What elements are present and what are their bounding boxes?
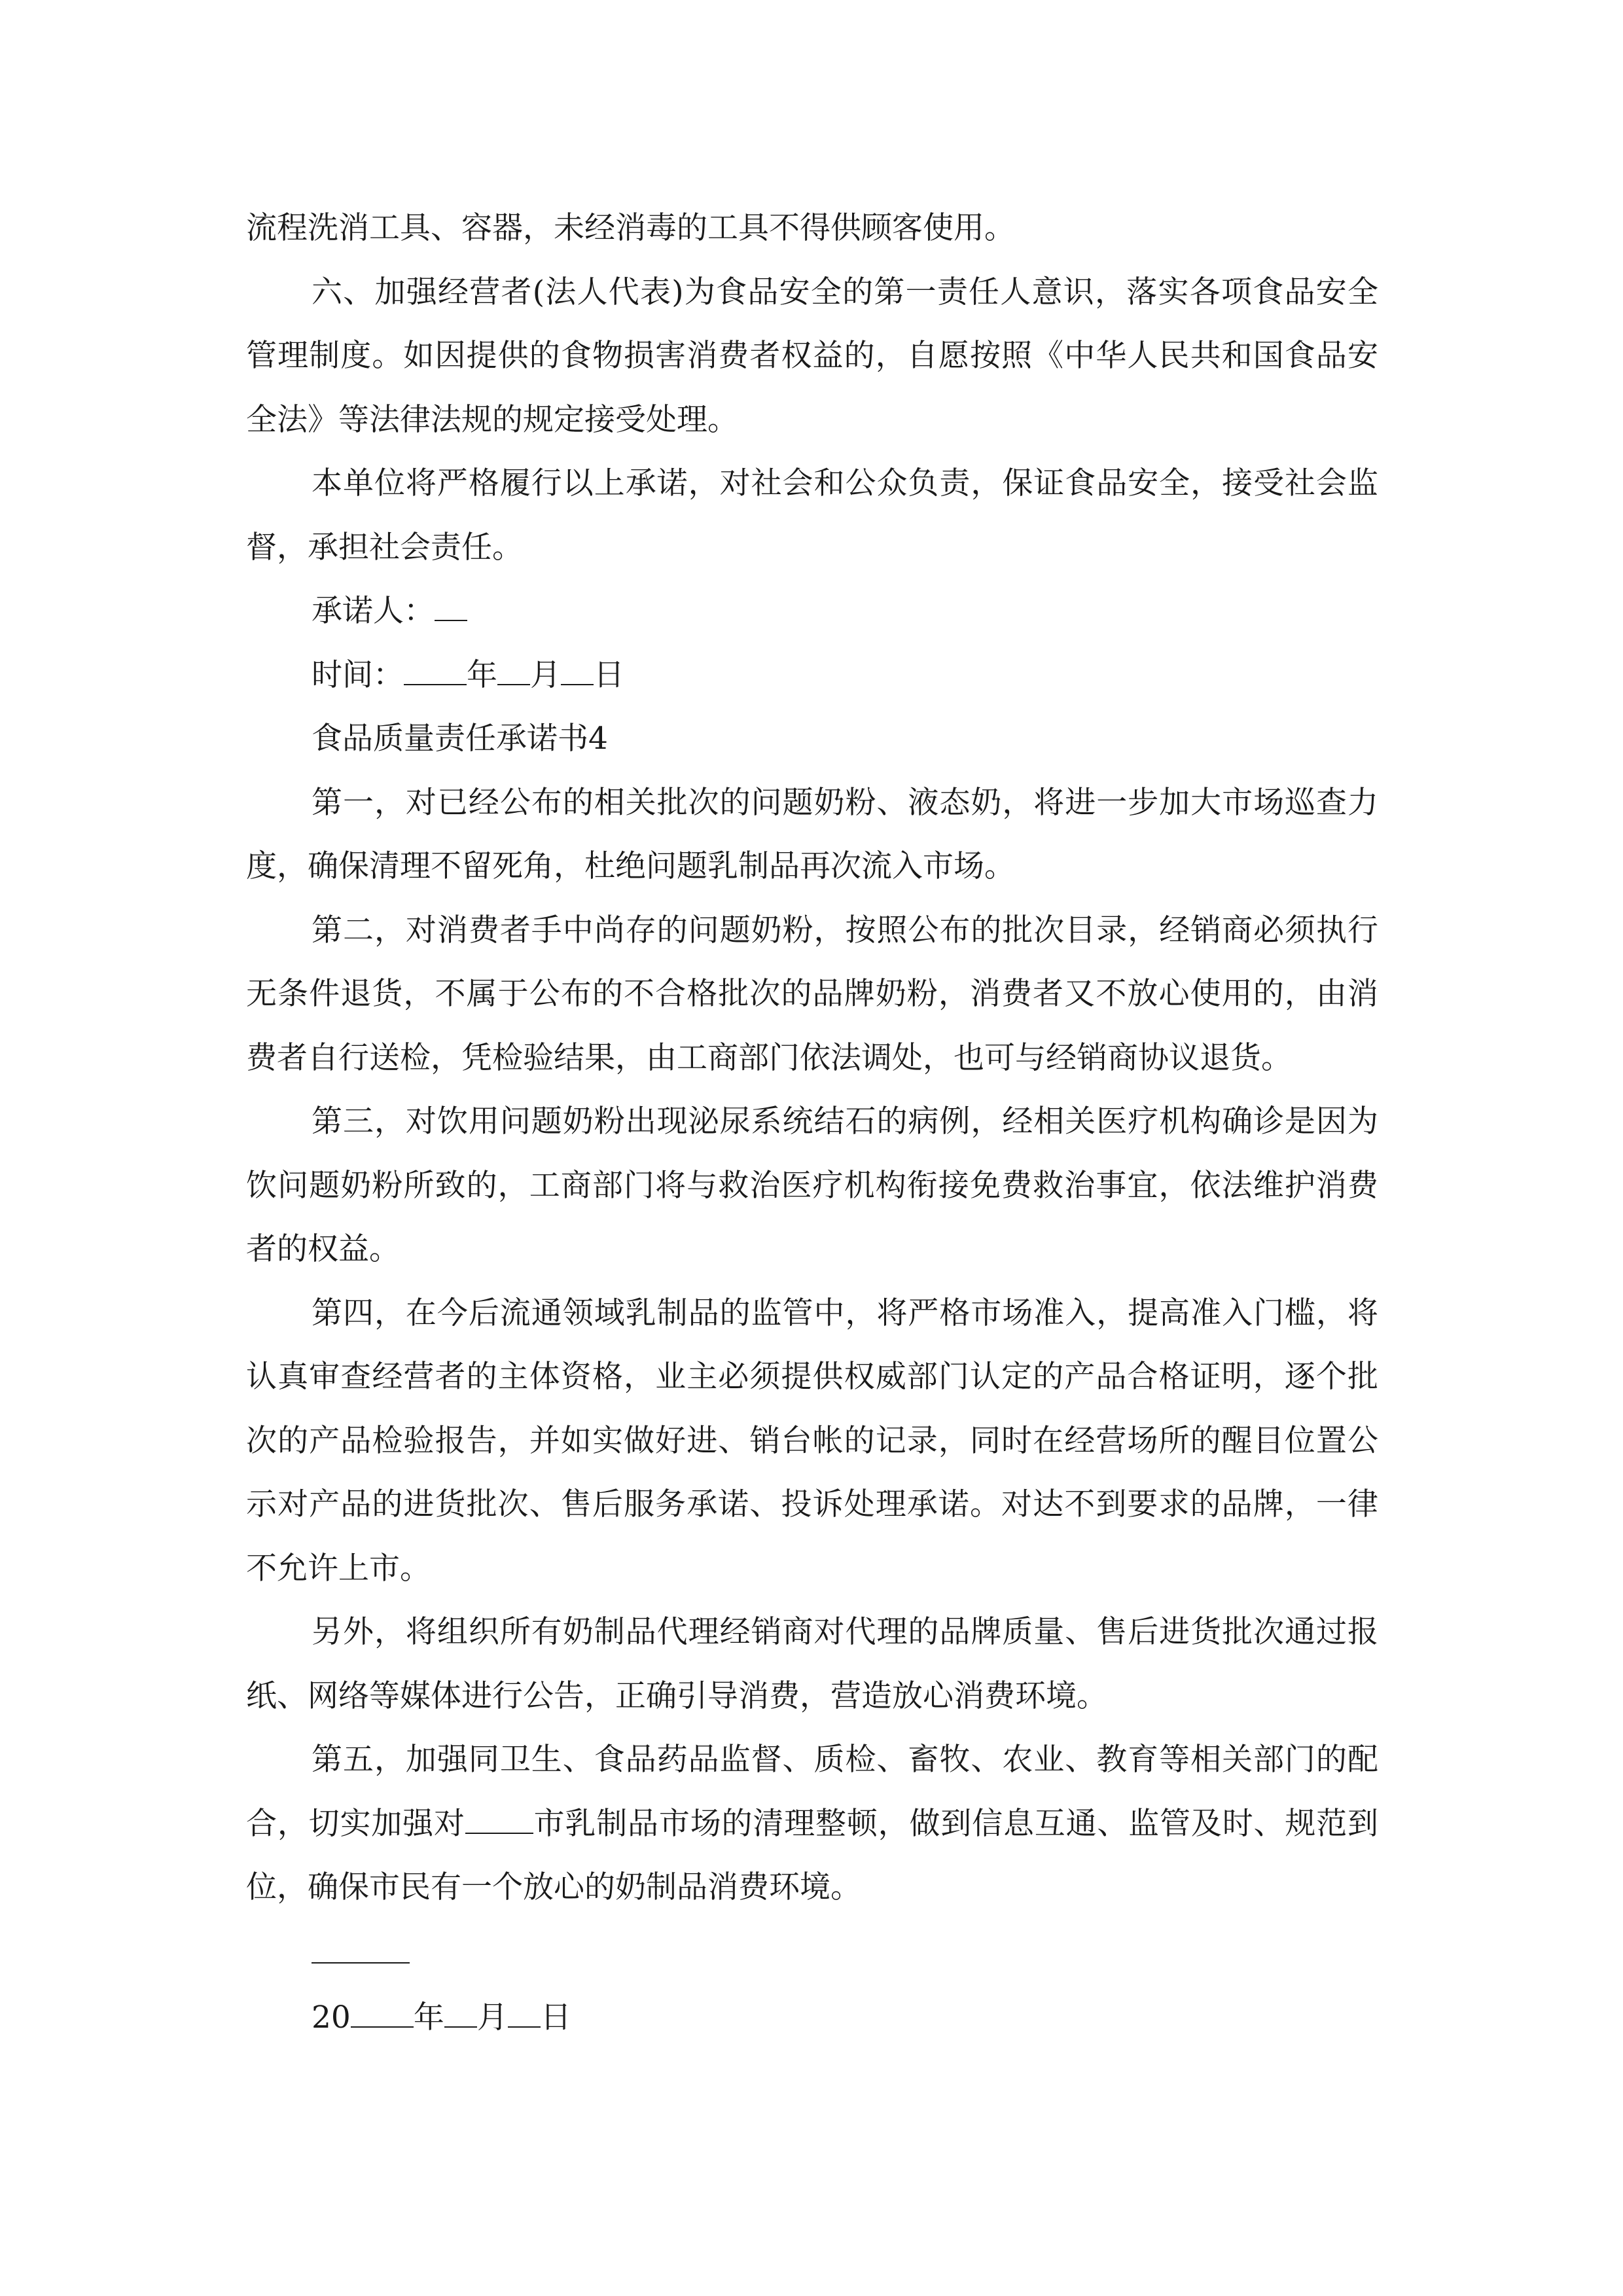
- day-char: 日: [594, 656, 624, 693]
- month-blank: [497, 658, 530, 685]
- time-label: 时间：: [312, 656, 404, 693]
- month-char: 月: [530, 656, 561, 693]
- paragraph-third: 第三，对饮用问题奶粉出现泌尿系统结石的病例，经相关医疗机构确诊是因为饮问题奶粉所致的，工商部门将与救治医疗机构衔接免费救治事宜，依法维护消费者的权益。: [246, 1103, 1378, 1267]
- promisor-blank: [435, 594, 467, 621]
- closing-year-blank: [351, 2000, 414, 2028]
- closing-year-char: 年: [413, 2000, 444, 2036]
- paragraph-additionally: 另外，将组织所有奶制品代理经销商对代理的品牌质量、售后进货批次通过报纸、网络等媒体进行公告，正确引导消费，营造放心消费环境。: [246, 1614, 1378, 1714]
- time-line: [246, 643, 1378, 708]
- document-body: [246, 196, 1378, 1920]
- closing-day-blank: [508, 2000, 541, 2028]
- closing-month-char: 月: [476, 2000, 508, 2036]
- year-blank: [404, 658, 467, 685]
- city-blank: [465, 1806, 533, 1834]
- signature-line: [312, 1962, 410, 1964]
- paragraph-fourth: 第四，在今后流通领域乳制品的监管中，将严格市场准入，提高准入门槛，将认真审查经营者的主体资格，业主必须提供权威部门认定的产品合格证明，逐个批次的产品检验报告，并如实做好进、销台帐的记录，同时在经营场所的醒目位置公示对产品的进货批次、售后服务承诺、投诉处理承诺。对达不到要求的品牌，一律不允许上市。: [246, 1295, 1378, 1587]
- paragraph-first: 第一，对已经公布的相关批次的问题奶粉、液态奶，将进一步加大市场巡查力度，确保清理不留死角，杜绝问题乳制品再次流入市场。: [246, 784, 1378, 884]
- closing-day-char: 日: [540, 2000, 571, 2036]
- day-blank: [561, 658, 594, 685]
- closing-date-line: [312, 1986, 571, 2050]
- promisor-line: [246, 579, 1378, 643]
- paragraph-commitment: 本单位将严格履行以上承诺，对社会和公众负责，保证食品安全，接受社会监督，承担社会责任。: [246, 465, 1378, 565]
- paragraph-item-six: 六、加强经营者(法人代表)为食品安全的第一责任人意识，落实各项食品安全管理制度。如因提供的食物损害消费者权益的，自愿按照《中华人民共和国食品安全法》等法律法规的规定接受处理。: [246, 274, 1378, 438]
- promisor-label: 承诺人：: [312, 593, 435, 629]
- closing-month-blank: [444, 2000, 477, 2028]
- paragraph-second: 第二，对消费者手中尚存的问题奶粉，按照公布的批次目录，经销商必须执行无条件退货，不属于公布的不合格批次的品牌奶粉，消费者又不放心使用的，由消费者自行送检，凭检验结果，由工商部门依法调处，也可与经销商协议退货。: [246, 912, 1378, 1076]
- year-char: 年: [467, 656, 497, 693]
- paragraph-fifth: [246, 1728, 1378, 1920]
- fifth-text-part1: 第五，加强同卫生、食品药品监督、质检、畜牧、农业、教育等相关部门的配合，切实加强对: [246, 1742, 1378, 1842]
- fifth-text-part2: 市乳制品市场的清理整顿，做到信息互通、监管及时、规范到位，确保市民有一个放心的奶制品消费环境。: [246, 1805, 1378, 1905]
- date-prefix: 20: [312, 2000, 351, 2036]
- paragraph-continuation: 流程洗消工具、容器，未经消毒的工具不得供顾客使用。: [246, 210, 1015, 246]
- section-title: 食品质量责任承诺书4: [312, 721, 608, 757]
